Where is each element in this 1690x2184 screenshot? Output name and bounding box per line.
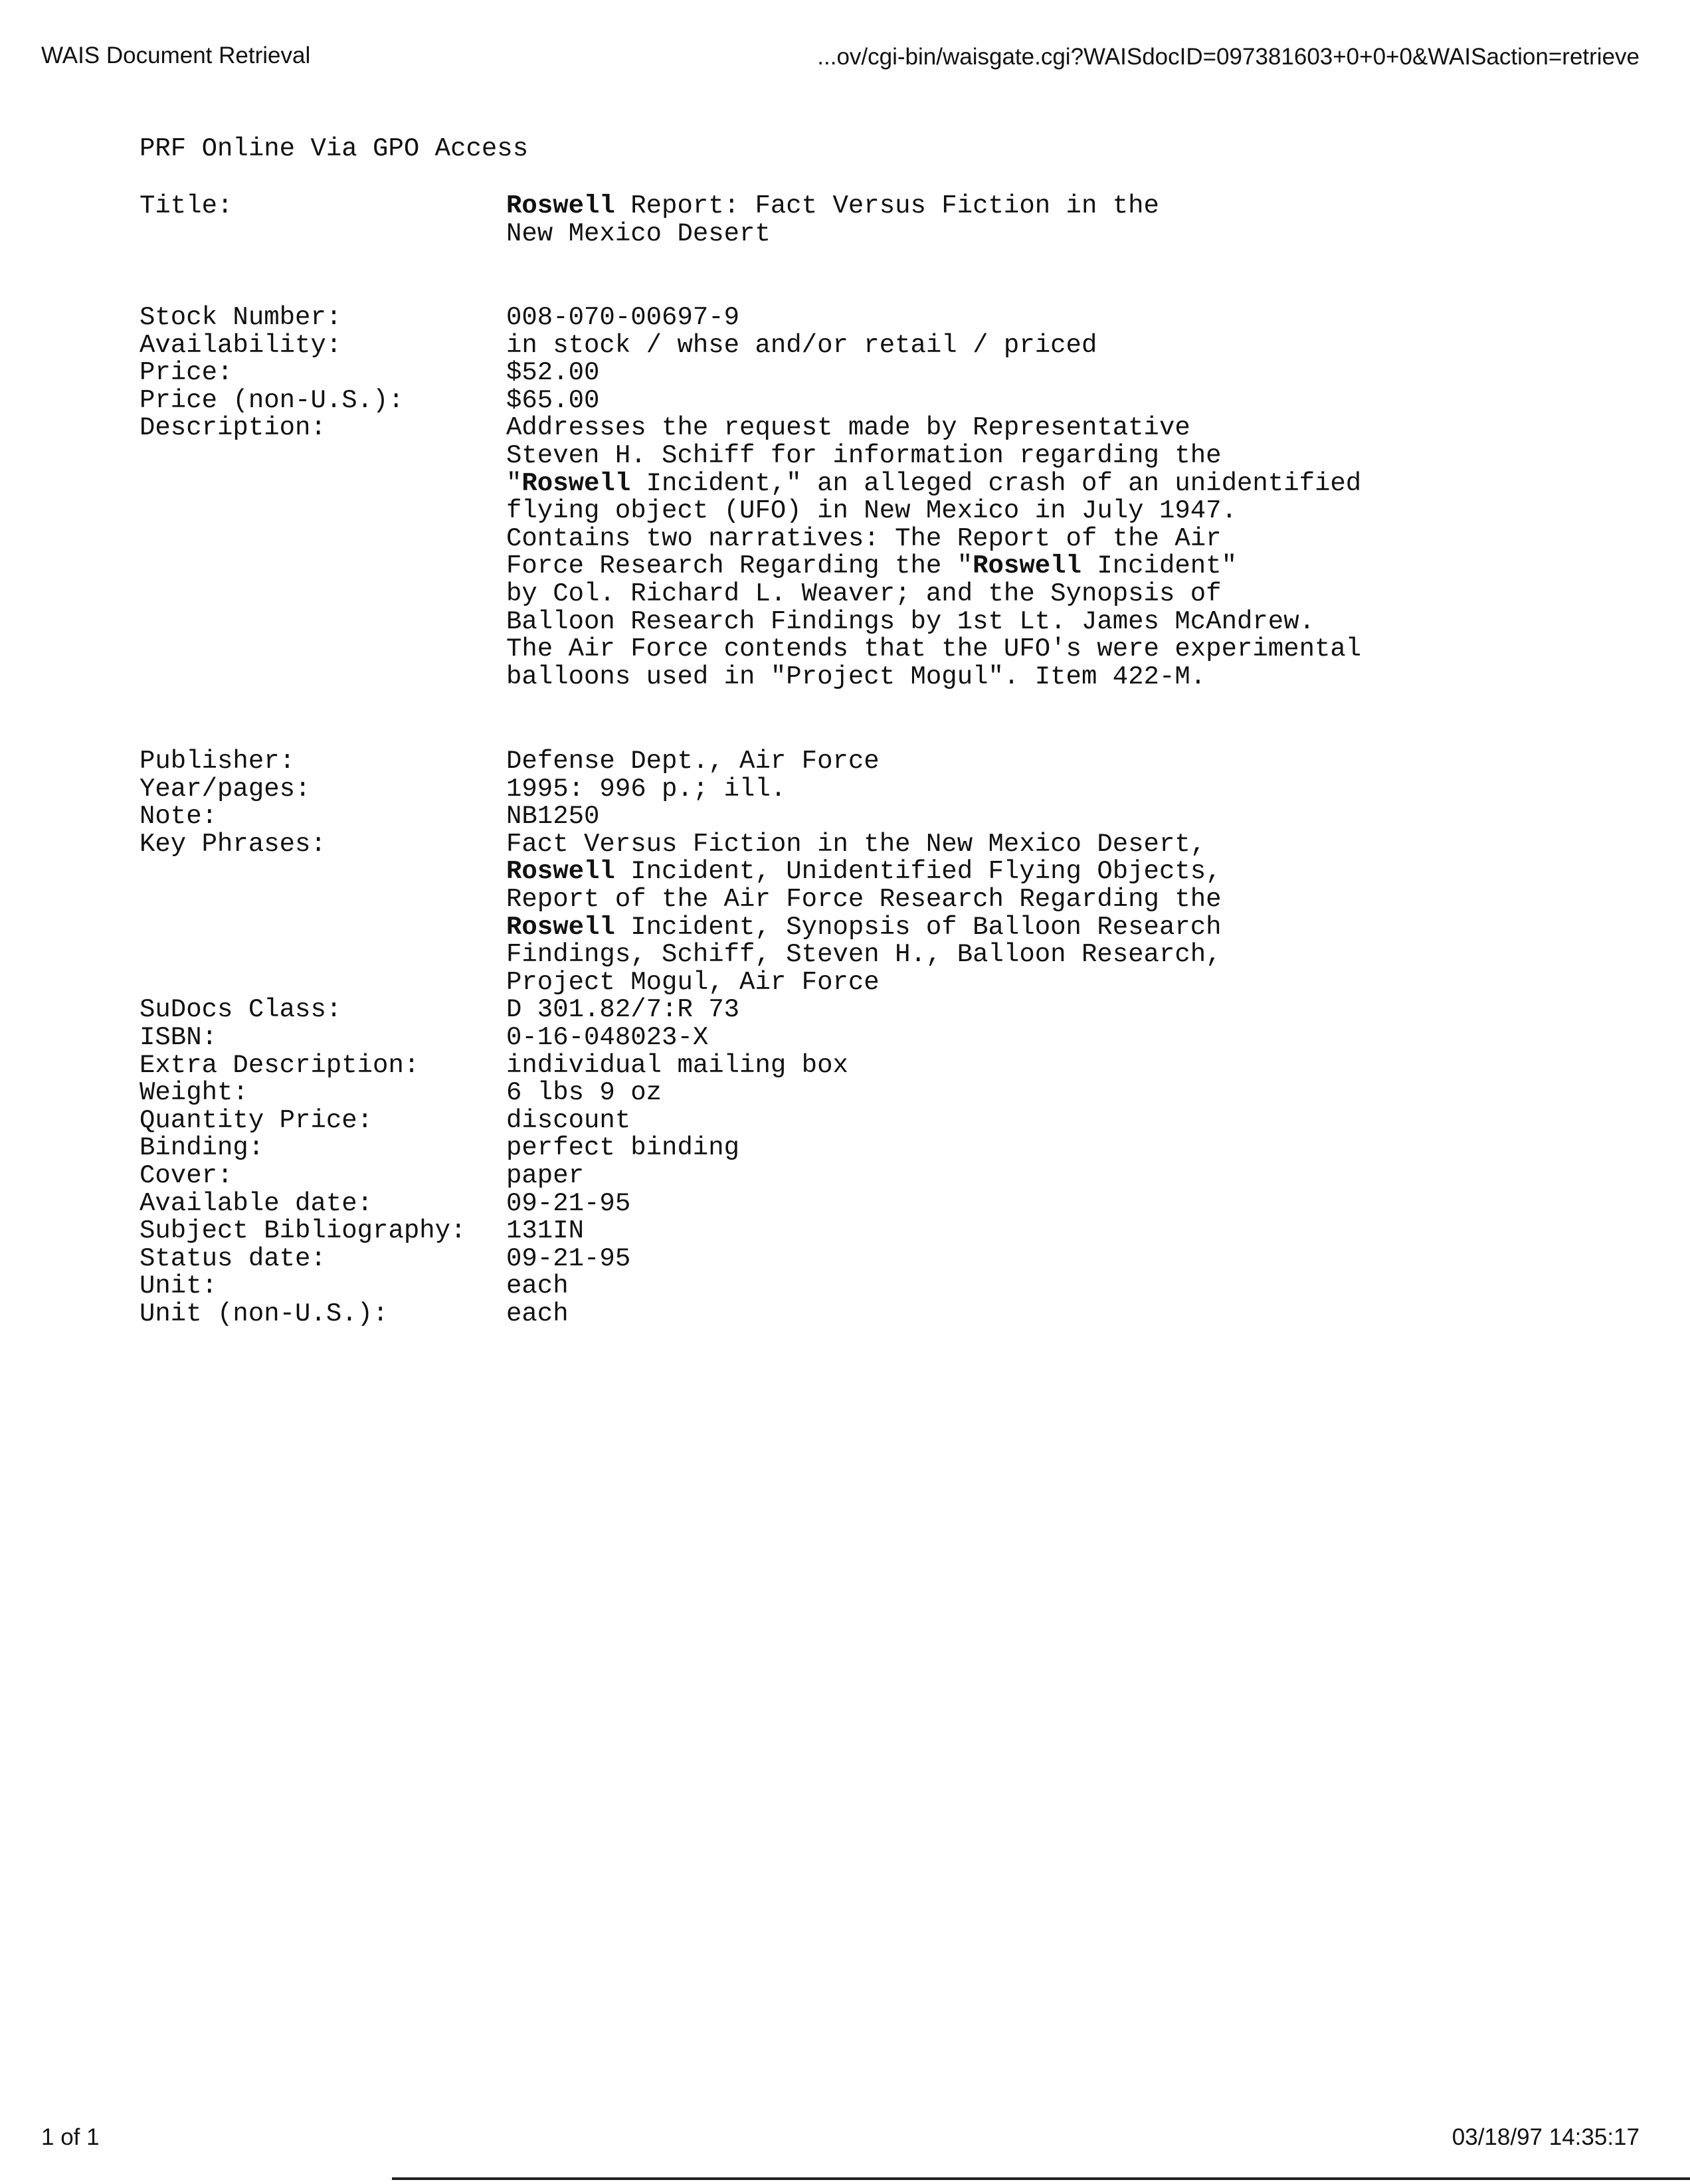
field-label: SuDocs Class: [140, 995, 342, 1025]
field-value [506, 414, 1361, 691]
text-segment: " [506, 468, 522, 498]
field-label: Availability: [140, 330, 342, 360]
field-label: Available date: [140, 1188, 373, 1218]
field-value [506, 1245, 630, 1273]
field-value [506, 1107, 630, 1135]
field-value [506, 831, 1222, 997]
text-segment: NB1250 [506, 802, 600, 832]
text-segment: Incident," an alleged crash of an unidentified [630, 468, 1362, 498]
field-row [140, 1273, 1667, 1301]
text-segment: Force Research Regarding the " [506, 551, 973, 581]
field-label: ISBN: [140, 1022, 218, 1052]
field-row [140, 1301, 1667, 1328]
field-value-line [506, 442, 1361, 470]
field-row [140, 1162, 1667, 1190]
field-value-line [506, 221, 1159, 248]
field-value [506, 332, 1097, 360]
field-value-line [506, 1190, 630, 1218]
field-value-line [506, 941, 1222, 969]
text-segment: 008-070-00697-9 [506, 303, 740, 332]
field-value-line [506, 969, 1222, 997]
field-row [140, 776, 1667, 804]
field-value-line [506, 1107, 630, 1135]
text-segment: 131IN [506, 1216, 585, 1246]
field-value [506, 1079, 662, 1107]
field-value-line [506, 748, 880, 776]
field-row [140, 1135, 1667, 1162]
field-label: Description: [140, 413, 326, 443]
field-row [140, 359, 1667, 387]
field-value-line [506, 1024, 708, 1052]
field-label: Key Phrases: [140, 829, 326, 859]
field-value-line [506, 664, 1361, 691]
field-value-line [506, 1135, 739, 1162]
field-value [506, 1052, 848, 1080]
field-value [506, 776, 786, 804]
field-label: Publisher: [140, 747, 296, 776]
field-value-line [506, 193, 1159, 221]
field-value [506, 1273, 569, 1301]
text-segment: Balloon Research Findings by 1st Lt. James McAndrew. [506, 606, 1315, 636]
text-segment: flying object (UFO) in New Mexico in July 1947. [506, 496, 1237, 526]
field-value-line [506, 359, 599, 387]
text-segment: Incident, Synopsis of Balloon Research [614, 912, 1222, 942]
text-segment: each [506, 1299, 569, 1328]
text-segment: 09-21-95 [506, 1188, 631, 1218]
field-label: Price (non-U.S.): [140, 385, 404, 415]
text-segment: $52.00 [506, 358, 600, 388]
field-value-line [506, 914, 1222, 942]
field-label: Unit (non-U.S.): [140, 1299, 389, 1328]
field-value [506, 1135, 739, 1162]
field-label: Note: [140, 802, 218, 832]
text-segment: by Col. Richard L. Weaver; and the Synopsis of [506, 579, 1222, 608]
field-value [506, 193, 1159, 248]
field-label: Subject Bibliography: [140, 1216, 466, 1246]
field-row [140, 1079, 1667, 1107]
field-value [506, 1301, 569, 1328]
bold-term: Roswell [973, 551, 1081, 581]
footer-timestamp: 03/18/97 14:35:17 [1452, 2124, 1640, 2150]
text-segment: in stock / whse and/or retail / priced [506, 330, 1097, 360]
field-value-line [506, 858, 1222, 886]
field-label: Title: [140, 191, 233, 221]
field-label: Price: [140, 358, 233, 388]
field-value-line [506, 1245, 630, 1273]
field-value [506, 304, 739, 332]
text-segment: Incident" [1081, 551, 1237, 581]
field-row [140, 1245, 1667, 1273]
field-label: Binding: [140, 1133, 264, 1163]
text-segment: The Air Force contends that the UFO's were experimental [506, 634, 1362, 664]
field-row [140, 831, 1667, 997]
text-segment: discount [506, 1105, 631, 1135]
title-block [140, 193, 1667, 248]
text-segment: 1995: 996 p.; ill. [506, 774, 787, 804]
field-value-line [506, 1218, 584, 1245]
field-row [140, 996, 1667, 1024]
text-segment: Defense Dept., Air Force [506, 747, 880, 776]
field-label: Extra Description: [140, 1050, 420, 1080]
field-value-line [506, 996, 739, 1024]
text-segment: Steven H. Schiff for information regarding the [506, 440, 1222, 470]
field-label: Quantity Price: [140, 1105, 373, 1135]
text-segment: 09-21-95 [506, 1243, 631, 1273]
field-value-line [506, 1079, 662, 1107]
field-value [506, 387, 599, 415]
field-value-line [506, 498, 1361, 525]
header-url: ...ov/cgi-bin/waisgate.cgi?WAISdocID=097381603+0+0+0&WAISaction=retrieve [817, 44, 1640, 70]
text-segment: New Mexico Desert [506, 219, 771, 248]
field-value-line [506, 776, 786, 804]
field-value [506, 359, 599, 387]
text-segment: $65.00 [506, 385, 600, 415]
document-heading: PRF Online Via GPO Access [140, 134, 529, 163]
field-value-line [506, 414, 1361, 442]
field-value-line [506, 1162, 584, 1190]
field-row [140, 1107, 1667, 1135]
field-value [506, 996, 739, 1024]
field-value [506, 1162, 584, 1190]
field-value [506, 1218, 584, 1245]
field-value-line [506, 387, 599, 415]
field-value-line [506, 553, 1361, 581]
footer-page-number: 1 of 1 [41, 2124, 100, 2150]
field-row [140, 1218, 1667, 1245]
field-label: Unit: [140, 1271, 218, 1301]
field-value-line [506, 1301, 569, 1328]
text-segment: Addresses the request made by Representative [506, 413, 1190, 443]
text-segment: each [506, 1271, 569, 1301]
bold-term: Roswell [506, 857, 615, 887]
bold-term: Roswell [521, 468, 631, 498]
field-value-line [506, 886, 1222, 914]
text-segment: balloons used in "Project Mogul". Item 422-M. [506, 662, 1206, 691]
field-row [140, 748, 1667, 776]
field-value-line [506, 803, 599, 831]
text-segment: D 301.82/7:R 73 [506, 995, 740, 1025]
text-segment: 0-16-048023-X [506, 1022, 709, 1052]
field-row [140, 304, 1667, 332]
field-value [506, 1024, 708, 1052]
text-segment: Incident, Unidentified Flying Objects, [614, 857, 1222, 887]
text-segment: Report of the Air Force Research Regarding the [506, 884, 1222, 914]
field-row [140, 803, 1667, 831]
field-value-line [506, 831, 1222, 859]
field-row [140, 332, 1667, 360]
field-value-line [506, 332, 1097, 360]
field-row [140, 1052, 1667, 1080]
field-value [506, 748, 880, 776]
publisher-block [140, 748, 1667, 1328]
field-label: Stock Number: [140, 303, 342, 332]
bottom-rule [392, 2177, 1690, 2180]
field-value-line [506, 608, 1361, 636]
field-row [140, 1190, 1667, 1218]
field-value [506, 803, 599, 831]
field-value-line [506, 470, 1361, 498]
text-segment: Findings, Schiff, Steven H., Balloon Research, [506, 940, 1222, 970]
text-segment: perfect binding [506, 1133, 740, 1163]
field-label: Year/pages: [140, 774, 311, 804]
field-row [140, 1024, 1667, 1052]
field-value [506, 1190, 630, 1218]
field-value-line [506, 304, 739, 332]
field-row [140, 193, 1667, 248]
text-segment: paper [506, 1160, 585, 1190]
field-value-line [506, 581, 1361, 608]
stock-block [140, 304, 1667, 691]
field-row [140, 414, 1667, 691]
field-label: Status date: [140, 1243, 326, 1273]
field-row [140, 387, 1667, 415]
bold-term: Roswell [506, 191, 615, 221]
field-value-line [506, 1273, 569, 1301]
field-value-line [506, 525, 1361, 553]
bold-term: Roswell [506, 912, 615, 942]
header-title: WAIS Document Retrieval [41, 43, 311, 68]
text-segment: individual mailing box [506, 1050, 848, 1080]
field-label: Weight: [140, 1078, 248, 1108]
text-segment: Report: Fact Versus Fiction in the [614, 191, 1159, 221]
text-segment: 6 lbs 9 oz [506, 1078, 662, 1108]
text-segment: Project Mogul, Air Force [506, 967, 880, 997]
field-value-line [506, 1052, 848, 1080]
text-segment: Contains two narratives: The Report of the Air [506, 523, 1222, 553]
text-segment: Fact Versus Fiction in the New Mexico Desert, [506, 829, 1206, 859]
field-value-line [506, 636, 1361, 664]
field-label: Cover: [140, 1160, 233, 1190]
